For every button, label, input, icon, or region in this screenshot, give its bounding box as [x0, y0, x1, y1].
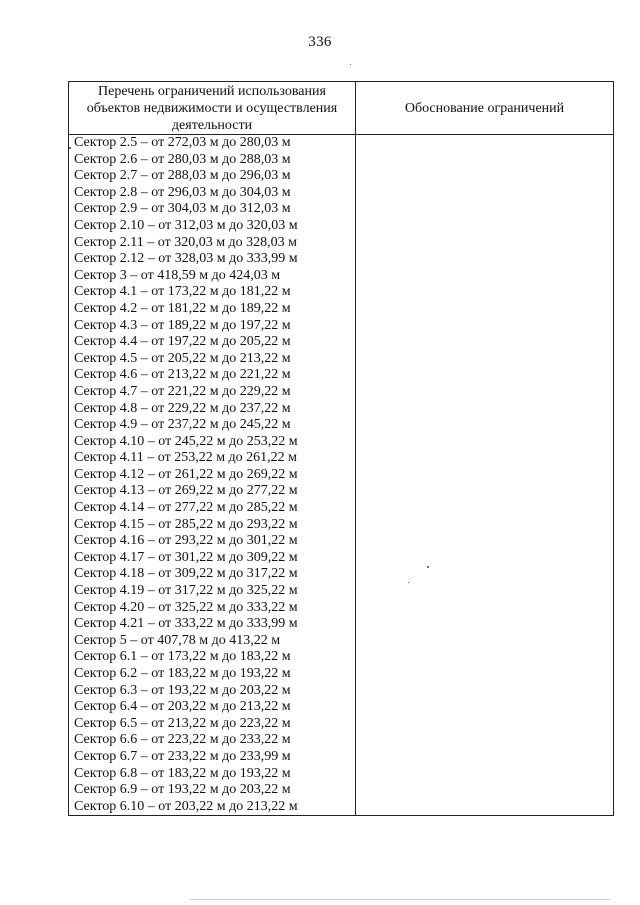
- sector-restriction-cell: Сектор 3 – от 418,59 м до 424,03 м: [69, 268, 356, 285]
- justification-cell: [356, 301, 614, 318]
- sector-restriction-cell: Сектор 4.3 – от 189,22 м до 197,22 м: [69, 318, 356, 335]
- table-row: [69, 384, 614, 401]
- table-row: [69, 716, 614, 733]
- scan-speck: [427, 566, 429, 568]
- sector-restriction-cell: Сектор 2.11 – от 320,03 м до 328,03 м: [69, 235, 356, 252]
- justification-cell: [356, 600, 614, 617]
- table-row: [69, 649, 614, 666]
- justification-cell: [356, 251, 614, 268]
- justification-cell: [356, 483, 614, 500]
- sector-restriction-cell: Сектор 4.11 – от 253,22 м до 261,22 м: [69, 450, 356, 467]
- table-row: [69, 235, 614, 252]
- justification-cell: [356, 284, 614, 301]
- justification-cell: [356, 450, 614, 467]
- justification-cell: [356, 749, 614, 766]
- justification-cell: [356, 218, 614, 235]
- page-number: 336: [308, 34, 332, 50]
- restrictions-table: [68, 81, 614, 816]
- justification-cell: [356, 152, 614, 169]
- sector-restriction-cell: Сектор 6.9 – от 193,22 м до 203,22 м: [69, 782, 356, 799]
- sector-restriction-cell: Сектор 4.18 – от 309,22 м до 317,22 м: [69, 566, 356, 583]
- table-body: [69, 135, 614, 816]
- table-header-row: [69, 82, 614, 135]
- sector-restriction-cell: Сектор 4.10 – от 245,22 м до 253,22 м: [69, 434, 356, 451]
- table-row: [69, 683, 614, 700]
- justification-cell: [356, 550, 614, 567]
- table-row: [69, 251, 614, 268]
- sector-restriction-cell: Сектор 6.10 – от 203,22 м до 213,22 м: [69, 799, 356, 816]
- sector-restriction-cell: Сектор 6.5 – от 213,22 м до 223,22 м: [69, 716, 356, 733]
- table-row: [69, 185, 614, 202]
- justification-cell: [356, 367, 614, 384]
- table-row: [69, 201, 614, 218]
- table-row: [69, 699, 614, 716]
- justification-cell: [356, 334, 614, 351]
- justification-cell: [356, 351, 614, 368]
- sector-restriction-cell: Сектор 2.10 – от 312,03 м до 320,03 м: [69, 218, 356, 235]
- justification-cell: [356, 732, 614, 749]
- justification-cell: [356, 782, 614, 799]
- sector-restriction-cell: Сектор 4.5 – от 205,22 м до 213,22 м: [69, 351, 356, 368]
- sector-restriction-cell: Сектор 4.13 – от 269,22 м до 277,22 м: [69, 483, 356, 500]
- table-row: [69, 566, 614, 583]
- scan-edge-line: [190, 899, 610, 900]
- table-row: [69, 583, 614, 600]
- justification-cell: [356, 566, 614, 583]
- justification-cell: [356, 583, 614, 600]
- justification-cell: [356, 649, 614, 666]
- sector-restriction-cell: Сектор 4.7 – от 221,22 м до 229,22 м: [69, 384, 356, 401]
- justification-cell: [356, 168, 614, 185]
- table-row: [69, 318, 614, 335]
- sector-restriction-cell: Сектор 6.8 – от 183,22 м до 193,22 м: [69, 766, 356, 783]
- justification-cell: [356, 633, 614, 650]
- sector-restriction-cell: Сектор 2.7 – от 288,03 м до 296,03 м: [69, 168, 356, 185]
- sector-restriction-cell: Сектор 6.4 – от 203,22 м до 213,22 м: [69, 699, 356, 716]
- sector-restriction-cell: Сектор 4.1 – от 173,22 м до 181,22 м: [69, 284, 356, 301]
- justification-cell: [356, 517, 614, 534]
- justification-cell: [356, 401, 614, 418]
- table-row: [69, 434, 614, 451]
- justification-cell: [356, 533, 614, 550]
- justification-cell: [356, 716, 614, 733]
- sector-restriction-cell: Сектор 4.8 – от 229,22 м до 237,22 м: [69, 401, 356, 418]
- table-row: [69, 351, 614, 368]
- table-row: [69, 666, 614, 683]
- sector-restriction-cell: Сектор 5 – от 407,78 м до 413,22 м: [69, 633, 356, 650]
- table-row: [69, 766, 614, 783]
- table-row: [69, 401, 614, 418]
- justification-cell: [356, 766, 614, 783]
- table-row: [69, 550, 614, 567]
- table-row: [69, 633, 614, 650]
- table-row: [69, 367, 614, 384]
- sector-restriction-cell: Сектор 4.14 – от 277,22 м до 285,22 м: [69, 500, 356, 517]
- sector-restriction-cell: Сектор 4.21 – от 333,22 м до 333,99 м: [69, 616, 356, 633]
- sector-restriction-cell: Сектор 2.6 – от 280,03 м до 288,03 м: [69, 152, 356, 169]
- sector-restriction-cell: Сектор 4.19 – от 317,22 м до 325,22 м: [69, 583, 356, 600]
- sector-restriction-cell: Сектор 4.9 – от 237,22 м до 245,22 м: [69, 417, 356, 434]
- table-row: [69, 517, 614, 534]
- table-row: [69, 533, 614, 550]
- sector-restriction-cell: Сектор 4.4 – от 197,22 м до 205,22 м: [69, 334, 356, 351]
- table-row: [69, 135, 614, 152]
- table-row: [69, 168, 614, 185]
- header-justification: Обоснование ограничений: [356, 82, 614, 135]
- table-row: [69, 268, 614, 285]
- justification-cell: [356, 616, 614, 633]
- sector-restriction-cell: Сектор 6.2 – от 183,22 м до 193,22 м: [69, 666, 356, 683]
- sector-restriction-cell: Сектор 4.6 – от 213,22 м до 221,22 м: [69, 367, 356, 384]
- table-row: [69, 500, 614, 517]
- justification-cell: [356, 235, 614, 252]
- table-row: [69, 616, 614, 633]
- sector-restriction-cell: Сектор 4.2 – от 181,22 м до 189,22 м: [69, 301, 356, 318]
- table-row: [69, 152, 614, 169]
- justification-cell: [356, 500, 614, 517]
- justification-cell: [356, 135, 614, 152]
- table-row: [69, 732, 614, 749]
- sector-restriction-cell: Сектор 6.1 – от 173,22 м до 183,22 м: [69, 649, 356, 666]
- table-row: [69, 749, 614, 766]
- justification-cell: [356, 417, 614, 434]
- justification-cell: [356, 434, 614, 451]
- justification-cell: [356, 699, 614, 716]
- sector-restriction-cell: Сектор 2.8 – от 296,03 м до 304,03 м: [69, 185, 356, 202]
- justification-cell: [356, 683, 614, 700]
- sector-restriction-cell: Сектор 6.6 – от 223,22 м до 233,22 м: [69, 732, 356, 749]
- justification-cell: [356, 201, 614, 218]
- justification-cell: [356, 318, 614, 335]
- sector-restriction-cell: Сектор 6.7 – от 233,22 м до 233,99 м: [69, 749, 356, 766]
- justification-cell: [356, 799, 614, 816]
- sector-restriction-cell: Сектор 2.12 – от 328,03 м до 333,99 м: [69, 251, 356, 268]
- scan-speck: [350, 64, 351, 65]
- justification-cell: [356, 666, 614, 683]
- table-row: [69, 799, 614, 816]
- scan-speck: [69, 147, 71, 149]
- sector-restriction-cell: Сектор 4.17 – от 301,22 м до 309,22 м: [69, 550, 356, 567]
- sector-restriction-cell: Сектор 4.16 – от 293,22 м до 301,22 м: [69, 533, 356, 550]
- table-row: [69, 450, 614, 467]
- justification-cell: [356, 185, 614, 202]
- table-row: [69, 334, 614, 351]
- table-row: [69, 782, 614, 799]
- sector-restriction-cell: Сектор 4.20 – от 325,22 м до 333,22 м: [69, 600, 356, 617]
- header-restrictions-list: Перечень ограничений использования объектов недвижимости и осуществления деятельности: [69, 82, 356, 135]
- sector-restriction-cell: Сектор 6.3 – от 193,22 м до 203,22 м: [69, 683, 356, 700]
- justification-cell: [356, 268, 614, 285]
- sector-restriction-cell: Сектор 4.12 – от 261,22 м до 269,22 м: [69, 467, 356, 484]
- sector-restriction-cell: Сектор 2.9 – от 304,03 м до 312,03 м: [69, 201, 356, 218]
- scan-speck: [408, 582, 409, 583]
- justification-cell: [356, 467, 614, 484]
- table-row: [69, 417, 614, 434]
- table-row: [69, 483, 614, 500]
- sector-restriction-cell: Сектор 2.5 – от 272,03 м до 280,03 м: [69, 135, 356, 152]
- table-row: [69, 467, 614, 484]
- justification-cell: [356, 384, 614, 401]
- sector-restriction-cell: Сектор 4.15 – от 285,22 м до 293,22 м: [69, 517, 356, 534]
- table-row: [69, 600, 614, 617]
- table-row: [69, 284, 614, 301]
- table-row: [69, 301, 614, 318]
- table-row: [69, 218, 614, 235]
